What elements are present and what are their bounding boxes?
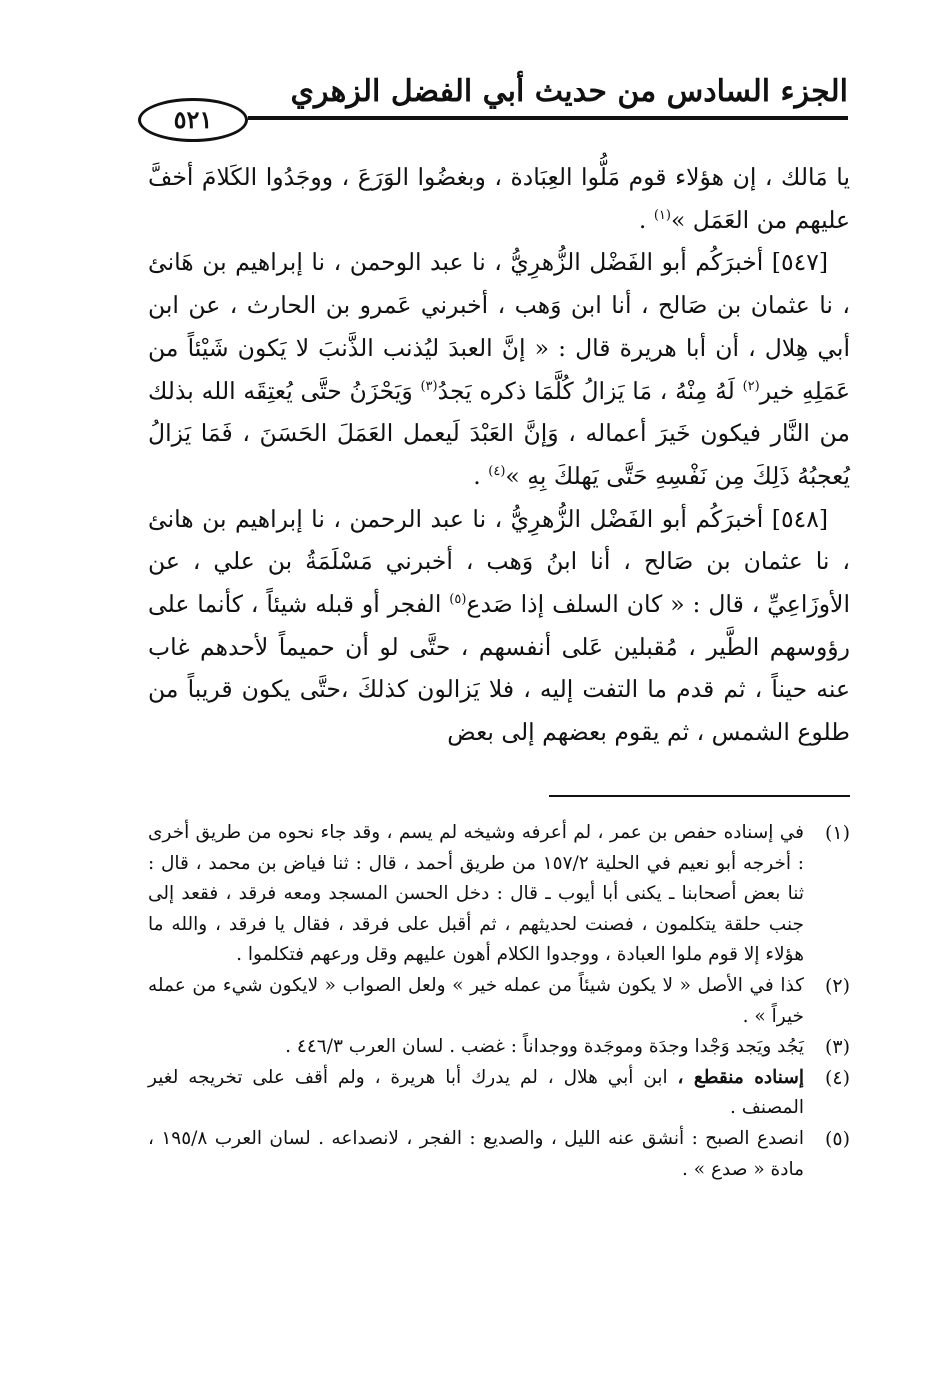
text-run: أخبرَكُم أبو الفَضْل الزُّهرِيُّ ، نا عبد الوحمن ، نا إبراهيم بن هَانئ ، نا عثمان بن صَالح ، أنا ابن وَهب ، أخبرني عَمرو بن الحارث ، عن ابن أبي هِلال ، أن أبا هريرة قال : « إنَّ العبدَ ليُذنب الذَّنبَ لا يَكون شَيْئاً من عَمَلِهِ خير <box>148 248 850 405</box>
footnote-ref: (٥) <box>449 592 467 608</box>
footnote-number: (٥) <box>824 1127 850 1150</box>
footnote-3 <box>148 1032 850 1063</box>
footnote-text <box>148 1063 804 1124</box>
footnote-verdict: إسناده منقطع ، <box>677 1066 804 1088</box>
text-run: أخبرَكُم أبو الفَضْل الزُّهرِيُّ ، نا عبد الرحمن ، نا إبراهيم بن هانئ ، نا عثمان بن صَالح ، أنا ابنُ وَهب ، أخبرني مَسْلَمَةُ بن علي ، عن الأوزَاعِيِّ ، قال : « كان السلف إذا صَدع <box>148 504 850 619</box>
footnote-text: يَجُد ويَجد وَجْدا وجدَة وموجَدة ووجداناً : غضب . لسان العرب ٤٤٦/٣ . <box>285 1036 804 1058</box>
footnote-text: في إسناده حفص بن عمر ، لم أعرفه وشيخه لم يسم ، وقد جاء نحوه من طريق أخرى : أخرجه أبو نعيم في الحلية ١٥٧/٢ من طريق أحمد ، قال : ثنا فياض بن محمد ، قال : ثنا بعض أصحابنا ـ يكنى أبا أيوب ـ قال : دخل الحسن المسجد ومعه فرقد ، فقعد إلى جنب حلقة يتكلمون ، فصنت لحديثهم ، ثم أقبل على فرقد ، فقال يا فرقد ، والله ما هؤلاء إلا قوم ملوا العبادة ، ووجدوا الكلام أهون عليهم وقل ورعهم فتكلموا . <box>148 822 805 966</box>
paragraph-continuation <box>148 156 850 241</box>
hadith-548 <box>148 498 850 754</box>
text-run: لَهُ مِنْهُ ، مَا يَزالُ كُلَّمَا ذكره يَجدُ <box>437 376 743 405</box>
header-rule <box>248 116 848 120</box>
footnote-5 <box>148 1124 850 1185</box>
footnotes <box>148 818 850 1185</box>
footnote-number: (٣) <box>824 1036 850 1059</box>
hadith-number: [٥٤٧] <box>771 248 828 277</box>
footnote-1 <box>148 818 850 971</box>
hadith-547 <box>148 241 850 497</box>
footnote-ref: (٢) <box>742 378 760 394</box>
footnote-text: انصدع الصبح : أنشق عنه الليل ، والصديع : الفجر ، لانصداعه . لسان العرب ١٩٥/٨ ، مادة « صدع » . <box>148 1127 804 1180</box>
footnote-ref: (٣) <box>420 378 438 394</box>
hadith-number: [٥٤٨] <box>771 504 828 533</box>
footnote-ref: (١) <box>653 207 671 223</box>
footnote-number: (٢) <box>824 974 850 997</box>
text-run: . <box>638 205 654 234</box>
text-run: . <box>473 461 489 490</box>
footnote-number: (١) <box>824 822 850 844</box>
main-text <box>148 156 850 754</box>
footnote-text: كذا في الأصل « لا يكون شيئاً من عمله خير » ولعل الصواب « لايكون شيء من عمله خيراً » . <box>148 974 804 1027</box>
footnote-ref: (٤) <box>488 464 506 480</box>
footnote-text-run: ابن أبي هلال ، لم يدرك أبا هريرة ، ولم أقف على تخريجه لغير المصنف . <box>148 1066 804 1119</box>
text-run: وَيَحْزَنُ حتَّى يُعتِقَه الله بذلك من النَّار فيكون خَيرَ أعماله ، وَإنَّ العَبْدَ لَيعمل العَمَلَ الحَسَنَ ، فَمَا يَزالُ يُعجبُهُ ذَلِكَ مِن نَفْسِهِ حَتَّى يَهلكَ بِهِ » <box>148 376 850 490</box>
footnote-2 <box>148 971 850 1032</box>
footnote-divider <box>549 795 850 797</box>
footnote-number: (٤) <box>824 1066 850 1089</box>
running-title: الجزء السادس من حديث أبي الفضل الزهري <box>290 74 848 109</box>
text-run: الفجر أو قبله شيئاً ، كأنما على رؤوسهم الطَّير ، مُقبلين عَلى أنفسهم ، حتَّى لو أن حميماً لأحدهم غاب عنه حيناً ، ثم قدم ما التفت إليه ، فلا يَزالون كذلكَ ،حتَّى يكون قريباً من طلوع الشمس ، ثم يقوم بعضهم إلى بعض <box>148 590 850 747</box>
text-run: يا مَالك ، إن هؤلاء قوم مَلُّوا العِبَادة ، وبغضُوا الوَرَعَ ، ووجَدُوا الكَلامَ أخفَّ عليهم من العَمَل » <box>148 163 850 234</box>
page-header <box>138 70 848 134</box>
footnote-4 <box>148 1063 850 1124</box>
page-number: ٥٢١ <box>138 98 248 142</box>
